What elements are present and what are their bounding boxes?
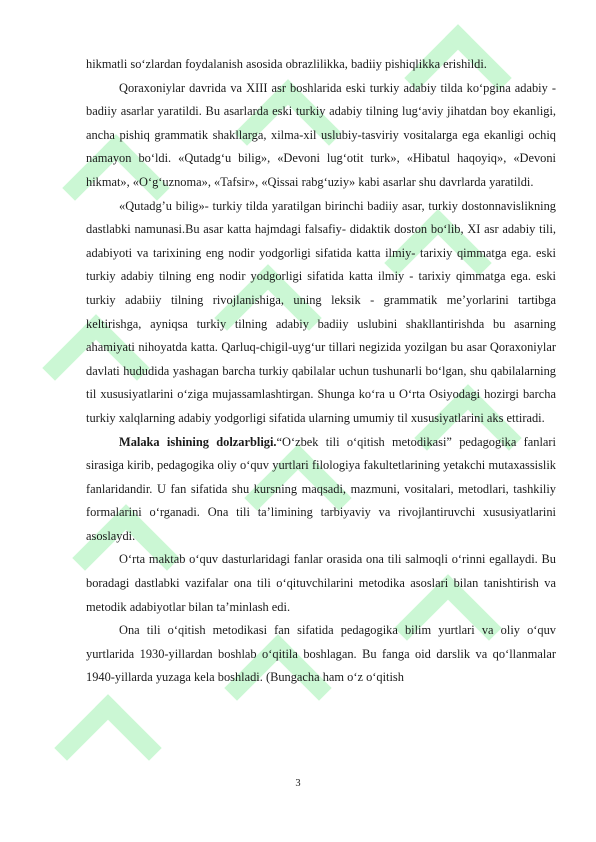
paragraph-continuation: hikmatli so‘zlardan foydalanish asosida obrazlilikka, badiiy pishiqlikka erishildi. <box>86 57 487 71</box>
paragraph-qoraxoniylar: Qoraxoniylar davrida va XIII asr boshlarida eski turkiy adabiy tilda ko‘pgina adabiy - badiiy asarlar yaratildi. Bu asarlarda eski turkiy adabiy tilning lug‘aviy jihatdan boy ekanligi, ancha pishiq grammatik shakllarga, xilma-xil uslubiy-tasviriy vositalarga ega ekanligi ochiq namayon bo‘ldi. «Qutadg‘u bilig», «Devoni lug‘otit turk», «Hibatul haqoyiq», «Devoni hikmat», «O‘g‘uznoma», «Tafsir», «Qissai rabg‘uziy» kabi asarlar shu davrlarda yaratildi. <box>86 80 556 189</box>
paragraph-dolzarbligi: Malaka ishining dolzarbligi.“O‘zbek tili o‘qitish metodikasi” pedagogika fanlari sirasiga kirib, pedagogika oliy o‘quv yurtlari filologiya fakultetlarining yetakchi mutaxassislik fanlaridandir. U fan sifatida shu kursning maqsadi, mazmuni, vositalari, metodlari, tashkiliy formalarini o‘rganadi. Ona tili ta’limining tarbiyaviy va rivojlantiruvchi xususiyatlarini asoslaydi. <box>86 434 556 543</box>
page-number: 3 <box>295 778 301 789</box>
section-heading-inline: Malaka ishining dolzarbligi. <box>119 434 277 449</box>
paragraph-qutadgu-bilig: «Qutadg’u bilig»- turkiy tilda yaratilgan birinchi badiiy asar, turkiy dostonnavislikning dastlabki namunasi.Bu asar katta hajmdagi falsafiy- didaktik doston bo‘lib, XI asr adabiy tili, adabiyoti va tarixining eng nodir yodgorligi sifatida katta ilmiy- tarixiy qimmatga ega. eski turkiy adabiy tilning eng nodir yodgorligi sifatida katta ilmiy - tarixiy qimmatga ega. eski turkiy adabiiy tilning rivojlanishiga, uning leksik - grammatik me’yorlarini tartibga keltirishga, ayniqsa turkiy tilning adabiy badiiy uslubini shakllantirishda bu asarning ahamiyati nihoyatda katta. Qarluq-chigil-uyg‘ur tillari negizida yozilgan bu asar Qoraxoniylar davlati hududida yashagan barcha turkiy qabilalar uchun tushunarli bo‘lgan, shu qabilalarning til xususiyatlarini o‘ziga mujassamlashtirgan. Shunga ko‘ra u O‘rta Osiyodagi hozirgi barcha turkiy xalqlarning adabiy yodgorligi sifatida ularning umumiy til xususiyatlarini aks ettiradi. <box>86 198 556 425</box>
document-page <box>86 53 556 690</box>
paragraph-orta-maktab: O‘rta maktab o‘quv dasturlaridagi fanlar orasida ona tili salmoqli o‘rinni egallaydi. Bu boradagi dastlabki vazifalar ona tili o‘qituvchilarini metodika asoslari bilan tanishtirish va metodik adabiyotlar bilan ta’minlash edi. <box>86 552 556 614</box>
paragraph-ona-tili: Ona tili o‘qitish metodikasi fan sifatida pedagogika bilim yurtlari va oliy o‘quv yurtlarida 1930-yillardan boshlab o‘qitila boshlagan. Bu fanga oid darslik va qo‘llanmalar 1940-yillarda yuzaga kela boshladi. (Bungacha ham o‘z o‘qitish <box>86 623 556 685</box>
